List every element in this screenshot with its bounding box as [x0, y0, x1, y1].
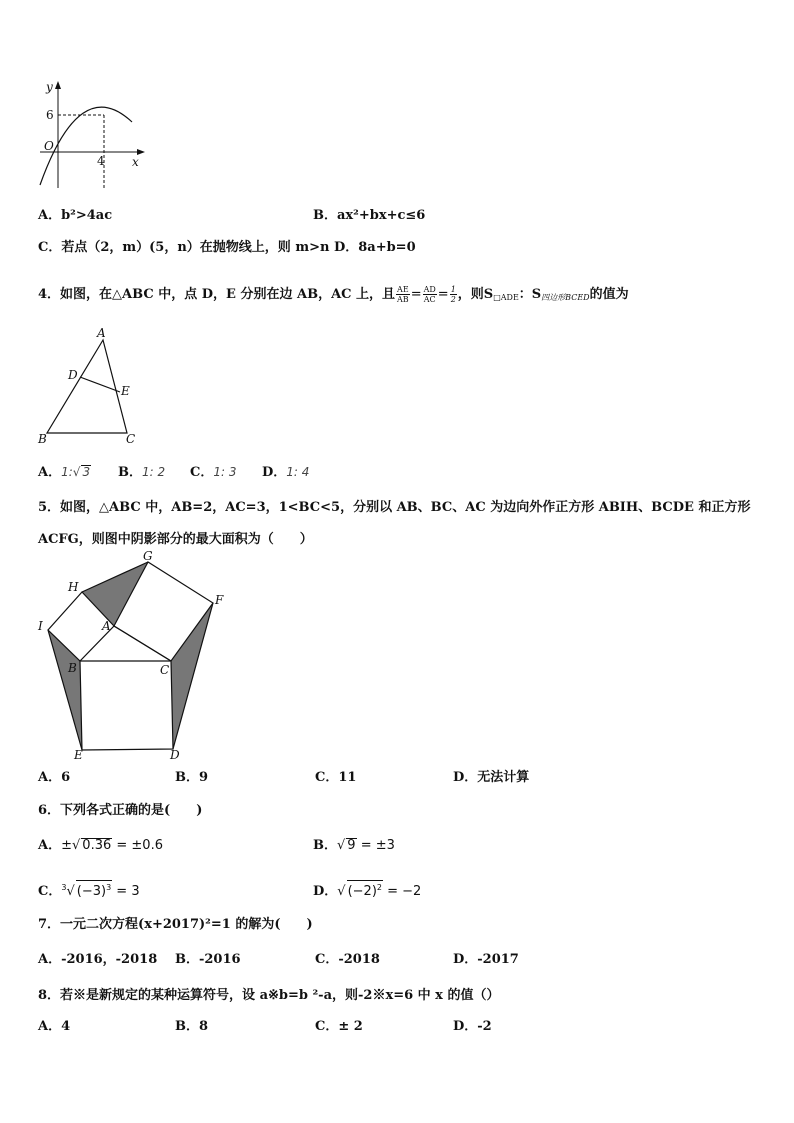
- q4-stem: [38, 285, 629, 306]
- q7-option-b[interactable]: B．-2016: [175, 952, 241, 967]
- q5-label-f: F: [215, 593, 224, 607]
- graph-x-tick: 4: [97, 154, 105, 168]
- q4-label-b: B: [38, 432, 47, 446]
- q5-option-b[interactable]: B．9: [175, 770, 209, 785]
- q5-option-c[interactable]: C．11: [315, 770, 357, 785]
- q5-label-a: A: [102, 619, 111, 633]
- q8-option-d[interactable]: D．-2: [453, 1019, 492, 1034]
- q4-label-e: E: [121, 384, 130, 398]
- q5-squares-figure: [30, 550, 230, 760]
- q5-label-g: G: [143, 550, 153, 563]
- q4-stem-pre: 4．如图，在△ABC 中，点 D，E 分别在边 AB，AC 上，且: [38, 287, 396, 302]
- q5-stem-line-1: 5．如图，△ABC 中，AB=2，AC=3，1<BC<5，分别以 AB、BC、AC 为边向外作正方形 ABIH、BCDE 和正方形: [38, 500, 751, 515]
- q6-stem: 6．下列各式正确的是( ): [38, 803, 203, 818]
- q3-option-a[interactable]: A．b²>4ac: [38, 208, 113, 223]
- q4-label-a: A: [97, 326, 106, 340]
- q4-label-c: C: [126, 432, 136, 446]
- q5-label-d: D: [170, 748, 180, 760]
- q5-stem-line-2: ACFG，则图中阴影部分的最大面积为（ ）: [38, 532, 313, 547]
- q4-stem-post: 的值为: [589, 287, 629, 302]
- q4-stem-mid: ，则S: [457, 287, 494, 302]
- q8-option-a[interactable]: A．4: [38, 1019, 71, 1034]
- q7-stem: 7．一元二次方程(x+2017)²=1 的解为( ): [38, 917, 313, 932]
- q4-fraction-half: $\frac{1}{2}$: [450, 285, 456, 304]
- q6-option-c[interactable]: C．$^3$√ $(-3)^3 = 3$: [38, 880, 140, 900]
- q4-sub-ade: □ADE: [493, 293, 519, 302]
- q4-option-b[interactable]: B．1: 2: [118, 465, 166, 480]
- q8-option-c[interactable]: C．± 2: [315, 1019, 363, 1034]
- q6-option-a[interactable]: A．±√ 0.36 = ±0.6: [38, 838, 163, 853]
- q7-option-a[interactable]: A．-2016，-2018: [38, 952, 158, 967]
- q6-option-d[interactable]: D．√ $(-2)^2 = -2$: [313, 880, 421, 900]
- q4-option-d[interactable]: D．1: 4: [262, 465, 310, 480]
- graph-origin: O: [44, 139, 54, 153]
- q3-option-c-d[interactable]: C．若点（2，m）(5，n）在抛物线上，则 m>n D．8a+b=0: [38, 240, 416, 255]
- q4-sub-bced: 四边形BCED: [541, 293, 590, 302]
- parabola-graph: [30, 78, 150, 190]
- q5-option-d[interactable]: D．无法计算: [453, 770, 530, 785]
- q4-label-d: D: [68, 368, 78, 382]
- graph-x-label: x: [132, 155, 139, 169]
- q4-option-c[interactable]: C．1: 3: [190, 465, 237, 480]
- q4-fraction-ad-ac: $\frac{AD}{AC}$: [423, 285, 436, 304]
- graph-y-tick: 6: [46, 108, 54, 122]
- q5-label-i: I: [38, 619, 43, 633]
- q8-option-b[interactable]: B．8: [175, 1019, 209, 1034]
- q4-fraction-ae-ab: $\frac{AE}{AB}$: [397, 285, 409, 304]
- q5-label-e: E: [74, 748, 83, 760]
- q3-option-b[interactable]: B．ax²+bx+c≤6: [313, 208, 426, 223]
- q6-option-b[interactable]: B．√ 9 = ±3: [313, 838, 395, 853]
- q4-colon: ：S: [518, 287, 542, 302]
- q8-stem: 8．若※是新规定的某种运算符号，设 a※b=b ²-a，则-2※x=6 中 x 的值（）: [38, 988, 500, 1003]
- graph-y-label: y: [46, 80, 53, 94]
- q5-option-a[interactable]: A．6: [38, 770, 71, 785]
- q4-triangle-figure: [30, 325, 150, 450]
- q4-option-a[interactable]: A．1:√ 3: [38, 465, 91, 480]
- q5-label-h: H: [68, 580, 79, 594]
- q7-option-c[interactable]: C．-2018: [315, 952, 380, 967]
- q7-option-d[interactable]: D．-2017: [453, 952, 519, 967]
- q5-label-c: C: [160, 663, 170, 677]
- q4-equals-2: =: [437, 287, 449, 302]
- q5-label-b: B: [68, 661, 77, 675]
- q4-equals-1: =: [410, 287, 422, 302]
